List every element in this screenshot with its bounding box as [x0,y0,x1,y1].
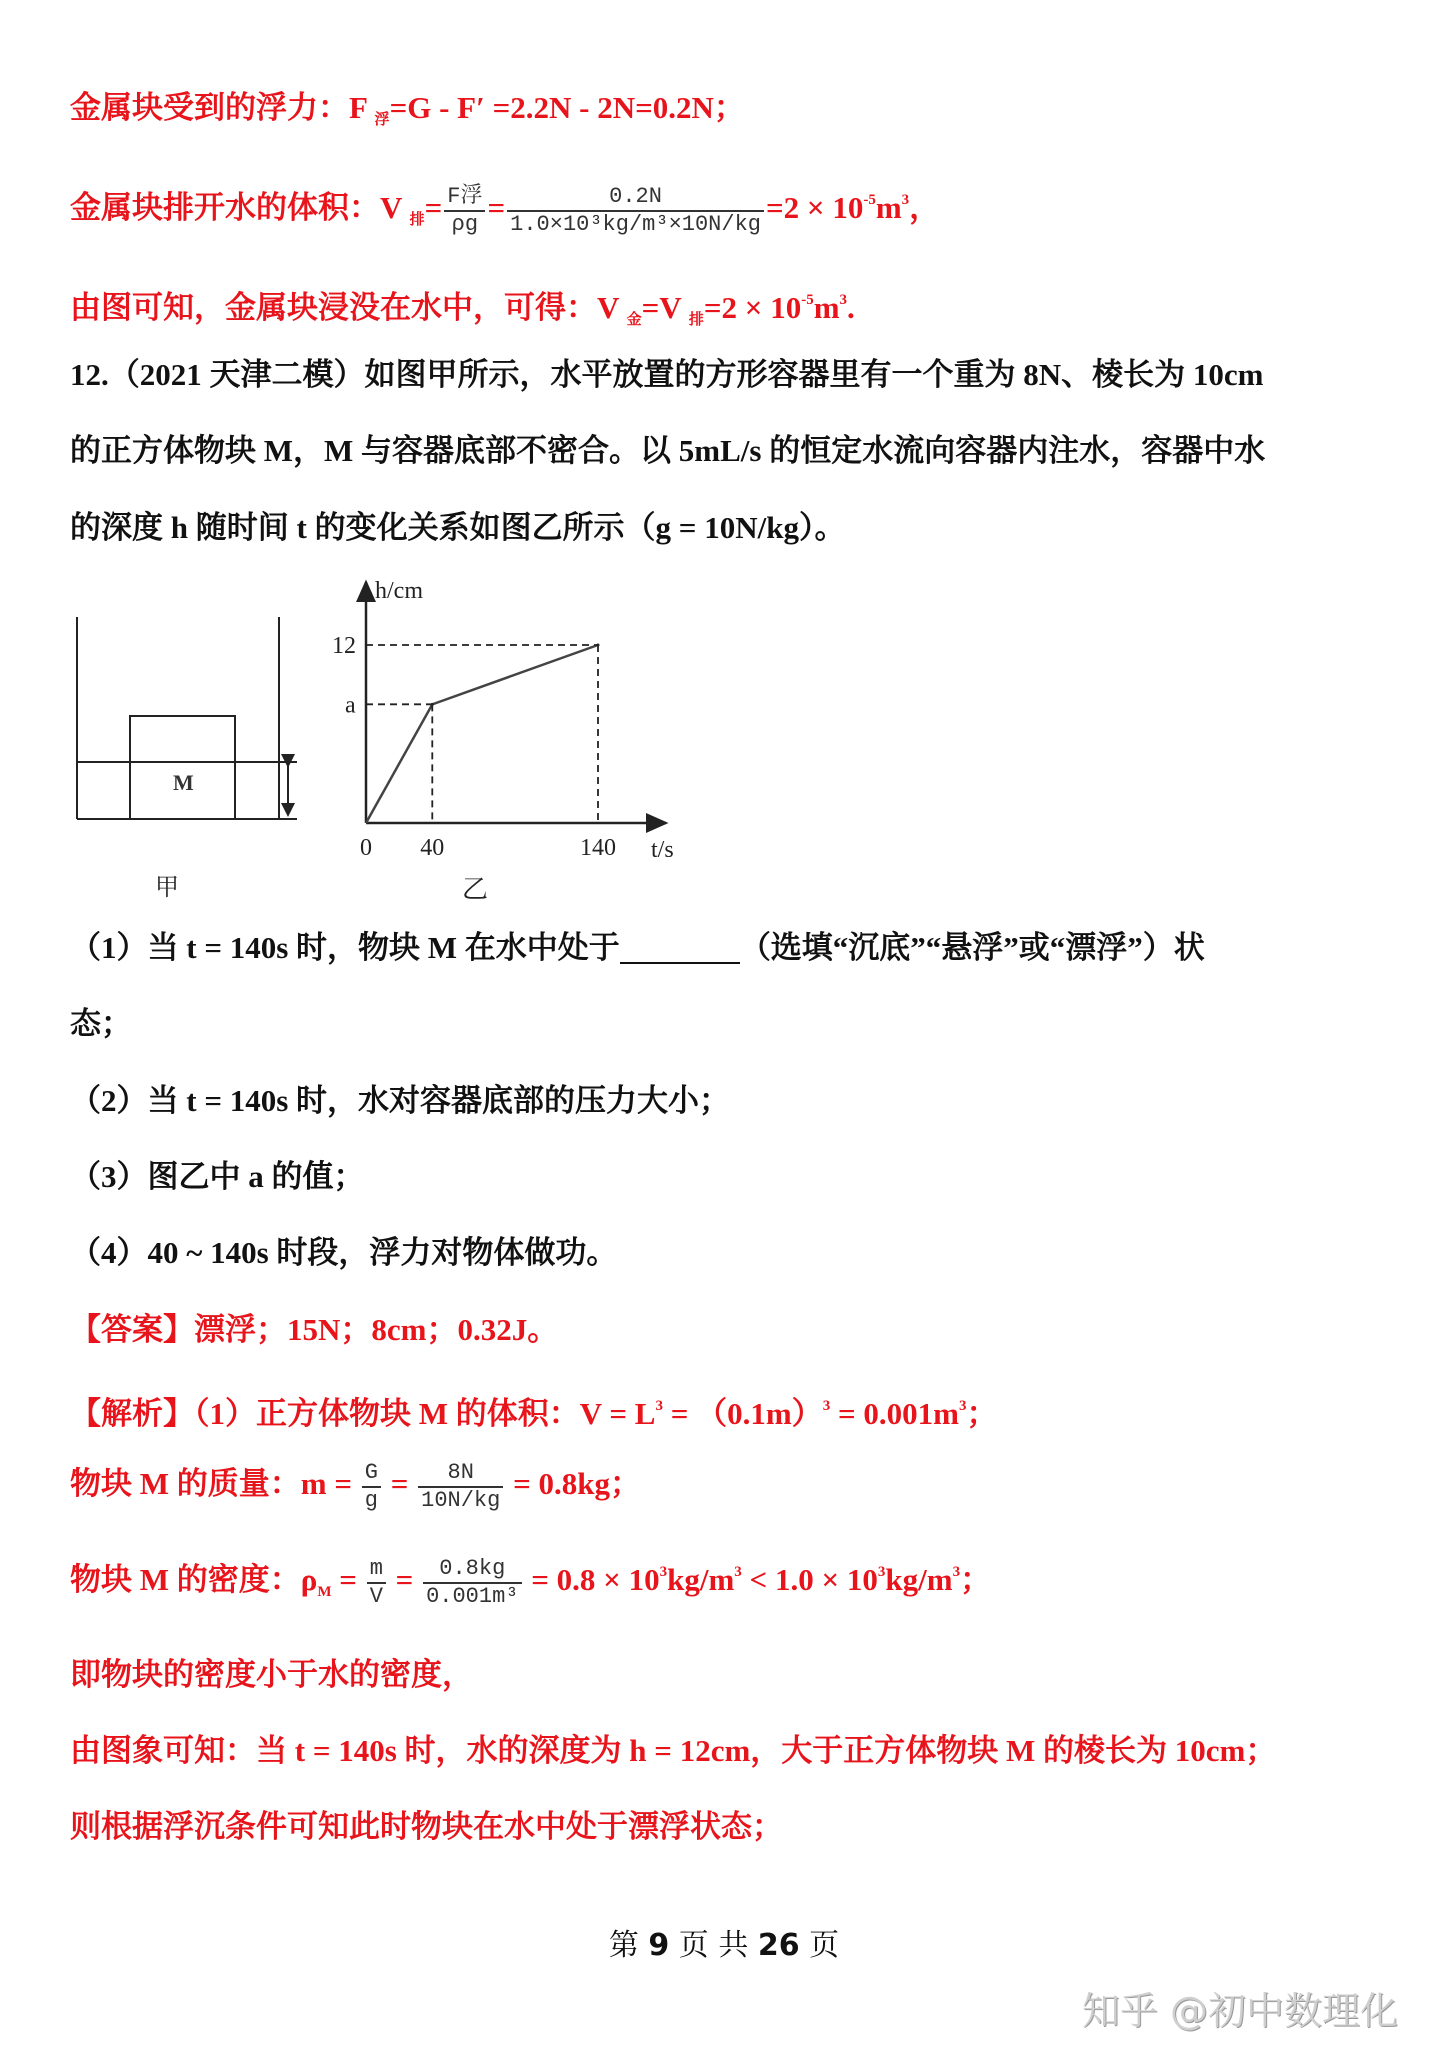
denominator: ρg [451,211,479,237]
fraction-density-values [423,1556,521,1610]
data-point [597,644,600,647]
text: = 0.001m [830,1396,959,1431]
exponent: 3 [952,1564,961,1580]
text: 金属块受到的浮力：F [70,90,375,125]
denominator: V [369,1583,383,1609]
text: （1）正方体物块 M 的体积：V = L [194,1396,656,1431]
subscript: 金 [626,312,642,328]
exponent: 3 [877,1564,886,1580]
numerator: 0.2N [507,184,764,212]
analysis-line-6: 则根据浮沉条件可知此时物块在水中处于漂浮状态； [70,1809,783,1844]
text: = [331,1562,365,1597]
depth-time-chart [332,578,674,863]
text: ； [966,1396,998,1431]
exponent: 3 [958,1398,967,1414]
sub-question-1-cont: 态； [70,1006,132,1041]
text: m [875,190,902,225]
analysis-line-5: 由图象可知：当 t = 140s 时，水的深度为 h = 12cm，大于正方体物块 M 的棱长为 10cm； [70,1733,1277,1768]
denominator: 10N/kg [421,1488,501,1513]
total-pages: 26 [757,1928,800,1963]
text: 页 共 [669,1928,758,1963]
numerator: 0.8kg [423,1556,521,1584]
text: 第 [608,1928,649,1963]
question-line-3: 的深度 h 随时间 t 的变化关系如图乙所示（g = 10N/kg）。 [70,510,846,545]
y-tick-label: 12 [332,633,356,659]
fraction-mass-values [418,1460,503,1514]
equals: = [387,1562,422,1597]
subscript: 浮 [374,112,390,128]
fraction-values [507,184,764,238]
denominator: g [364,1488,378,1513]
x-tick-label: 0 [360,835,372,861]
x-tick-label: 140 [580,835,616,861]
text: =2 × 10 [765,190,864,225]
exponent: 3 [901,192,910,208]
y-axis-label: h/cm [375,578,423,604]
question-line-1: 12.（2021 天津二模）如图甲所示，水平放置的方形容器里有一个重为 8N、棱长为 10cm [70,357,1264,392]
numerator: 8N [418,1460,503,1488]
watermark: 知乎 @初中数理化 [1081,1989,1398,2033]
answer-text: 漂浮；15N；8cm；0.32J。 [194,1312,559,1347]
x-axis-label: t/s [651,837,674,863]
denominator: 0.001m³ [426,1583,519,1609]
x-tick-label: 40 [420,835,445,861]
text: （选填“沉底”“悬浮”或“漂浮”）状 [739,930,1205,965]
text: . [847,290,855,325]
solution-volume-line [70,180,940,240]
text: 金属块排开水的体积：V [70,190,410,225]
equals: = [487,190,506,225]
analysis-line-mass [70,1460,641,1514]
exponent: 3 [839,292,848,308]
series-line-h-t [366,645,598,823]
denominator: 1.0×10³kg/m³×10N/kg [510,211,761,237]
text: = （0.1m） [662,1396,823,1431]
page-number: 9 [648,1928,670,1963]
data-point [431,703,434,706]
text: 由图可知，金属块浸没在水中，可得：V [70,290,627,325]
y-tick-label: a [345,692,356,719]
page-footer [0,1920,1448,1964]
text: ， [909,190,941,225]
text: ； [960,1562,992,1597]
figure-yi-label: 乙 [462,875,489,904]
text: kg/m [885,1562,953,1597]
numerator: G [362,1460,381,1488]
sub-question-4: （4）40 ~ 140s 时段，浮力对物体做功。 [70,1235,618,1270]
equals: = [382,1466,417,1502]
question-line-2: 的正方体物块 M，M 与容器底部不密合。以 5mL/s 的恒定水流向容器内注水，容器中水 [70,433,1266,468]
exponent: 3 [734,1564,742,1580]
block-m-label: M [173,770,194,795]
text: kg/m [667,1562,735,1597]
subscript: 排 [688,312,704,328]
text: = 0.8kg； [505,1466,641,1502]
fraction-m-over-v [367,1556,386,1610]
text: < 1.0 × 10 [741,1562,878,1597]
answer-label: 【答案】 [70,1312,194,1347]
analysis-line-4: 即物块的密度小于水的密度， [70,1657,473,1692]
analysis-line-1 [70,1386,997,1434]
sub-question-3: （3）图乙中 a 的值； [70,1159,365,1194]
subscript: 排 [409,212,425,228]
solution-buoyancy-line [70,88,745,140]
sub-question-1 [70,928,1205,968]
analysis-line-density [70,1552,991,1612]
numerator: m [367,1556,386,1584]
fraction-f-over-rho-g [444,184,485,238]
subscript: M [317,1584,332,1600]
text: =G - F′ =2.2N - 2N=0.2N； [389,90,745,125]
exponent: 3 [655,1398,663,1414]
fraction-g-over-g [362,1460,381,1514]
text: =2 × 10 [703,290,802,325]
exponent: -5 [863,192,876,208]
text: 页 [799,1928,840,1963]
analysis-label: 【解析】 [70,1396,194,1431]
exponent: 3 [659,1564,668,1580]
figure-container-and-graph [0,570,720,910]
numerator: F浮 [444,184,485,212]
block-m [130,716,235,819]
figure-jia-label: 甲 [155,875,179,901]
text: （1）当 t = 140s 时，物块 M 在水中处于 [70,930,620,965]
answer-blank[interactable] [620,932,740,964]
sub-question-2: （2）当 t = 140s 时，水对容器底部的压力大小； [70,1083,731,1118]
solution-conclusion-line [70,280,855,340]
text: 物块 M 的密度：ρ [70,1562,318,1597]
exponent: 3 [822,1398,831,1414]
answer-line [70,1310,558,1350]
exponent: -5 [801,292,814,308]
text: m [813,290,840,325]
text: 物块 M 的质量：m = [70,1466,360,1502]
text: =V [641,290,689,325]
text: = 0.8 × 10 [523,1562,660,1597]
equals: = [424,190,443,225]
